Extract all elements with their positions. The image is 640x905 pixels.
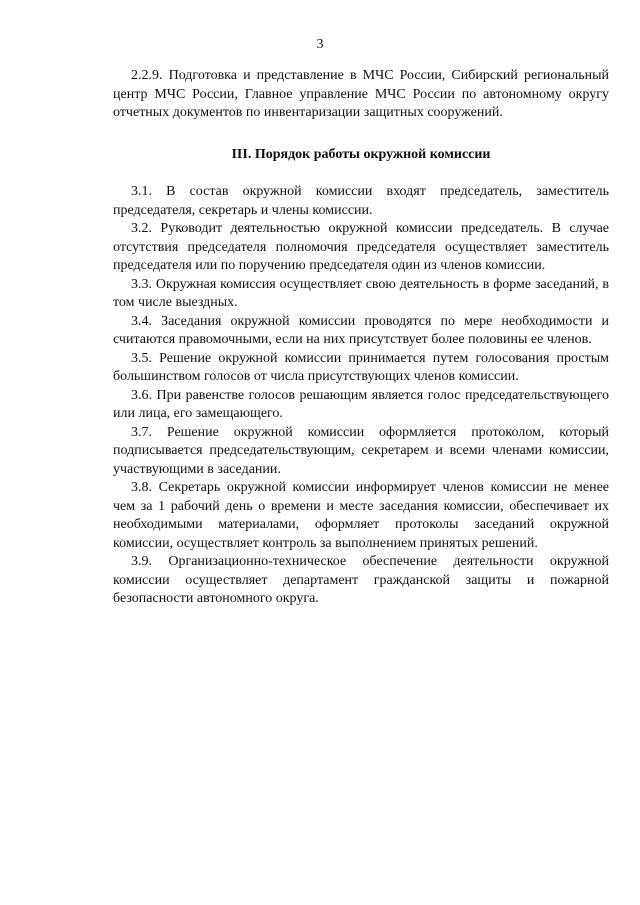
paragraph-3-5: 3.5. Решение окружной комиссии принимается путем голосования простым большинством голосов от числа присутствующих членов комиссии.: [113, 350, 609, 384]
page-number: 3: [316, 37, 324, 52]
section-title: III. Порядок работы окружной комиссии: [231, 146, 491, 162]
paragraph-2-2-9: 2.2.9. Подготовка и представление в МЧС России, Сибирский региональный центр МЧС России, Главное управление МЧС России по автономному округу отчетных документов по инвентаризации защитных сооружений.: [113, 68, 609, 120]
paragraph-3-7: 3.7. Решение окружной комиссии оформляется протоколом, который подписывается председательствующим, секретарем и всеми членами комиссии, участвующими в заседании.: [113, 424, 609, 477]
paragraph-3-4: 3.4. Заседания окружной комиссии проводятся по мере необходимости и считаются правомочными, если на них присутствует более половины ее членов.: [113, 313, 609, 347]
paragraph-3-8: 3.8. Секретарь окружной комиссии информирует членов комиссии не менее чем за 1 рабочий день о времени и месте заседания комиссии, обеспечивает их необходимыми материалами, оформляет протоколы заседаний окружной комиссии, осуществляет контроль за выполнением принятых решений.: [113, 480, 609, 551]
paragraph-3-6: 3.6. При равенстве голосов решающим является голос председательствующего или лица, его замещающего.: [113, 387, 609, 421]
document-body: [113, 67, 609, 609]
paragraph-3-2: 3.2. Руководит деятельностью окружной комиссии председатель. В случае отсутствия председателя полномочия председателя осуществляет заместитель председателя или по поручению председателя один из членов комиссии.: [113, 221, 609, 273]
paragraph-3-9: 3.9. Организационно-техническое обеспечение деятельности окружной комиссии осуществляет департамент гражданской защиты и пожарной безопасности автономного округа.: [113, 554, 609, 606]
paragraph-3-3: 3.3. Окружная комиссия осуществляет свою деятельность в форме заседаний, в том числе выездных.: [113, 276, 609, 310]
paragraph-3-1: 3.1. В состав окружной комиссии входят председатель, заместитель председателя, секретарь и члены комиссии.: [113, 184, 609, 218]
